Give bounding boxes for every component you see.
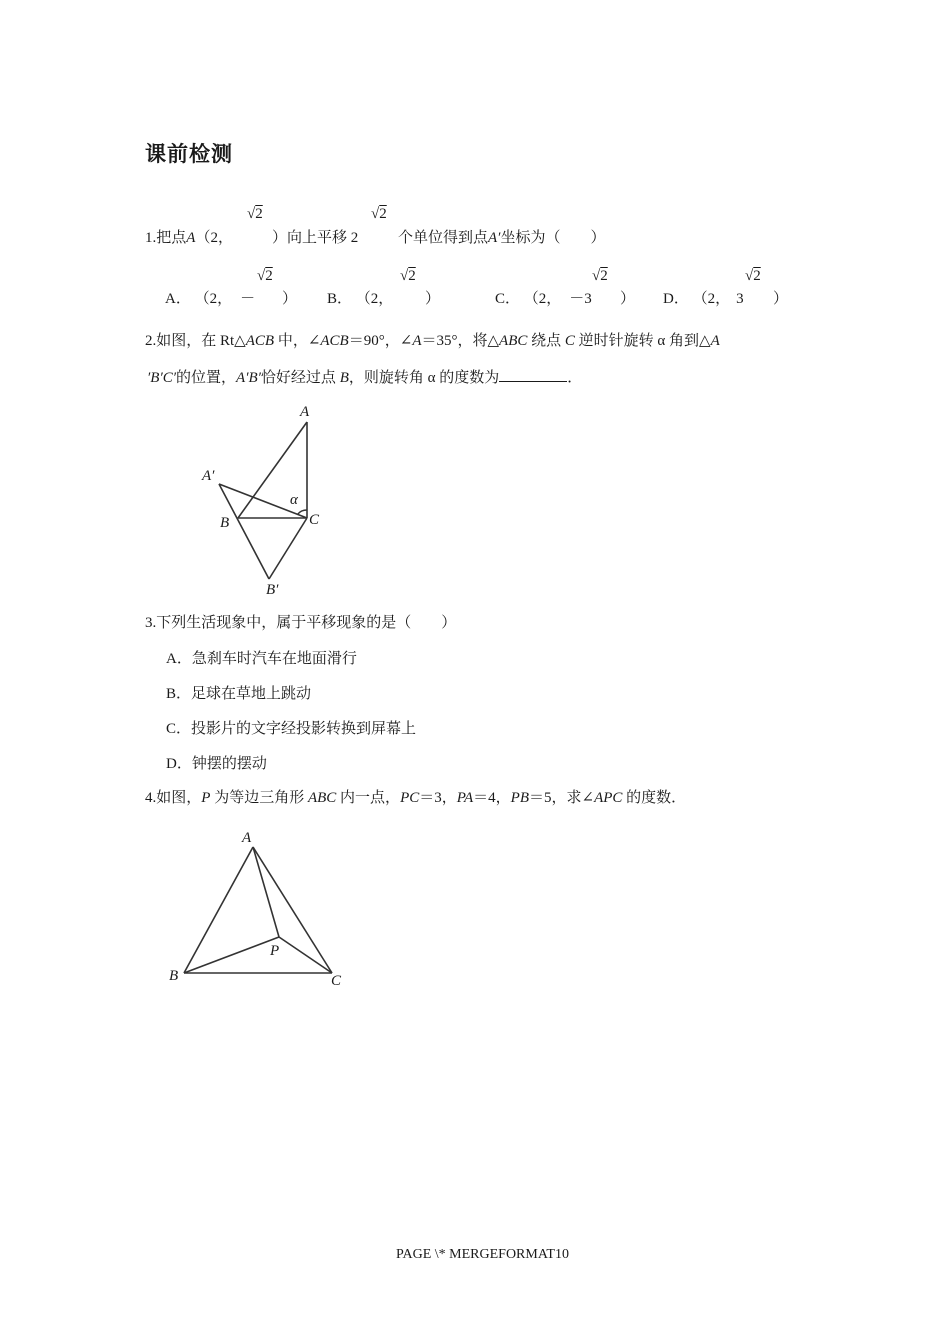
sqrt-radicand: 2 <box>379 206 387 222</box>
q1-stem <box>145 228 233 248</box>
label-alpha: α <box>290 492 298 508</box>
text: 中，∠ <box>274 333 321 349</box>
q1-option-d[interactable] <box>663 289 744 309</box>
option-text: 急刹车时汽车在地面滑行 <box>191 651 357 667</box>
text: 绕点 <box>527 333 565 349</box>
text: ACB <box>245 333 275 349</box>
text: 为等边三角形 <box>210 790 308 806</box>
text: A <box>710 333 720 349</box>
sqrt-radicand: 2 <box>265 268 273 284</box>
text: A <box>412 333 422 349</box>
text: 内一点， <box>336 790 401 806</box>
option-label: D． <box>663 291 689 307</box>
label-A: A <box>242 830 252 846</box>
option-label: B． <box>166 686 192 702</box>
q4-figure-equilateral-triangle <box>160 822 360 994</box>
text: ＝5，求∠ <box>529 790 595 806</box>
text: P <box>201 790 211 806</box>
q1-suffix-2: 坐标为（ ） <box>500 230 606 246</box>
q1-coord-close: ）向上平移 <box>272 230 348 246</box>
label-C: C <box>309 512 320 528</box>
q1-sqrt-2 <box>371 206 387 223</box>
option-open: （2， <box>692 291 731 307</box>
text: B <box>339 370 349 386</box>
sqrt-radicand: 2 <box>753 268 761 284</box>
q1-option-d-sqrt <box>745 268 761 285</box>
text: A′B′ <box>236 370 261 386</box>
text: ＝4， <box>473 790 511 806</box>
q1-option-b[interactable] <box>327 289 393 309</box>
option-label: D． <box>166 756 192 772</box>
option-coef: 3 <box>736 291 744 307</box>
option-text: 投影片的文字经投影转换到屏幕上 <box>191 721 417 737</box>
q1-option-d-close: ） <box>773 291 789 307</box>
q1-option-c[interactable] <box>495 289 592 309</box>
q1-option-c-close: ） <box>620 291 636 307</box>
text: ． <box>567 370 583 386</box>
text: PA <box>456 790 474 806</box>
option-label: C． <box>166 721 192 737</box>
q1-stem-3 <box>398 228 605 248</box>
option-open: （2， <box>523 291 562 307</box>
label-P: P <box>270 943 280 959</box>
sqrt-sign: √ <box>371 206 380 222</box>
text: 4.如图， <box>145 790 202 806</box>
q3-option-d[interactable] <box>166 754 267 774</box>
q3-stem: 3.下列生活现象中，属于平移现象的是（ ） <box>145 615 457 631</box>
text: ＝90°，∠ <box>348 333 413 349</box>
text: 2.如图，在 Rt△ <box>145 333 246 349</box>
label-B: B <box>169 968 179 984</box>
text: ACB <box>320 333 349 349</box>
q1-shift-coef: 2 <box>350 230 359 246</box>
text: 的位置， <box>176 370 237 386</box>
option-text: 足球在草地上跳动 <box>191 686 312 702</box>
option-label: B． <box>327 291 353 307</box>
sqrt-sign: √ <box>257 268 266 284</box>
answer-blank[interactable] <box>499 367 567 382</box>
option-label: A． <box>165 291 191 307</box>
option-text: 钟摆的摆动 <box>191 756 267 772</box>
q1-option-c-sqrt <box>592 268 608 285</box>
text: 的度数． <box>622 790 687 806</box>
q1-option-b-close: ） <box>425 291 441 307</box>
q1-prefix: 1.把点 <box>145 230 187 246</box>
label-A: A <box>300 404 310 420</box>
text: ＝3， <box>419 790 457 806</box>
option-label: C． <box>495 291 521 307</box>
text: ，则旋转角 α 的度数为 <box>348 370 500 386</box>
label-A-prime: A′ <box>202 468 215 484</box>
q1-point: A <box>186 230 196 246</box>
sqrt-radicand: 2 <box>600 268 608 284</box>
text: C <box>564 333 575 349</box>
q1-point-prime: A′ <box>488 230 501 246</box>
section-title: 课前检测 <box>145 142 233 166</box>
sqrt-radicand: 2 <box>408 268 416 284</box>
q4-stem <box>145 788 686 808</box>
q3-option-c[interactable] <box>166 719 416 739</box>
q1-sqrt-1 <box>247 206 263 223</box>
label-B: B <box>220 515 230 531</box>
q2-line-1 <box>145 331 720 351</box>
q1-option-a-sqrt <box>257 268 273 285</box>
sqrt-sign: √ <box>400 268 409 284</box>
q1-option-a[interactable] <box>165 289 255 309</box>
q3-option-b[interactable] <box>166 684 311 704</box>
q3-option-a[interactable] <box>166 649 357 669</box>
q2-figure-rotation-triangle <box>190 398 340 598</box>
q1-option-b-sqrt <box>400 268 416 285</box>
sqrt-sign: √ <box>247 206 256 222</box>
text: PB <box>510 790 529 806</box>
text: 恰好经过点 <box>260 370 340 386</box>
q1-suffix-1: 个单位得到点 <box>398 230 489 246</box>
sqrt-sign: √ <box>745 268 754 284</box>
text: 逆时针旋转 α 角到△ <box>574 333 711 349</box>
label-C: C <box>331 973 342 989</box>
sqrt-sign: √ <box>592 268 601 284</box>
text: ABC <box>307 790 337 806</box>
sqrt-radicand: 2 <box>255 206 263 222</box>
option-coef: － <box>240 291 256 307</box>
text: ABC <box>499 333 528 349</box>
option-open: （2， <box>355 291 394 307</box>
text: ′B′C′ <box>147 370 177 386</box>
option-coef: －3 <box>569 291 592 307</box>
q2-line-2 <box>147 367 582 388</box>
page-footer: PAGE \* MERGEFORMAT10 <box>396 1247 569 1262</box>
q1-stem-2 <box>272 228 358 248</box>
q1-coord-open: （2， <box>195 230 233 246</box>
option-label: A． <box>166 651 192 667</box>
q1-option-a-close: ） <box>282 291 298 307</box>
label-B-prime: B′ <box>266 582 279 598</box>
text: APC <box>594 790 623 806</box>
option-open: （2， <box>194 291 233 307</box>
text: ＝35°，将△ <box>421 333 500 349</box>
text: PC <box>400 790 420 806</box>
